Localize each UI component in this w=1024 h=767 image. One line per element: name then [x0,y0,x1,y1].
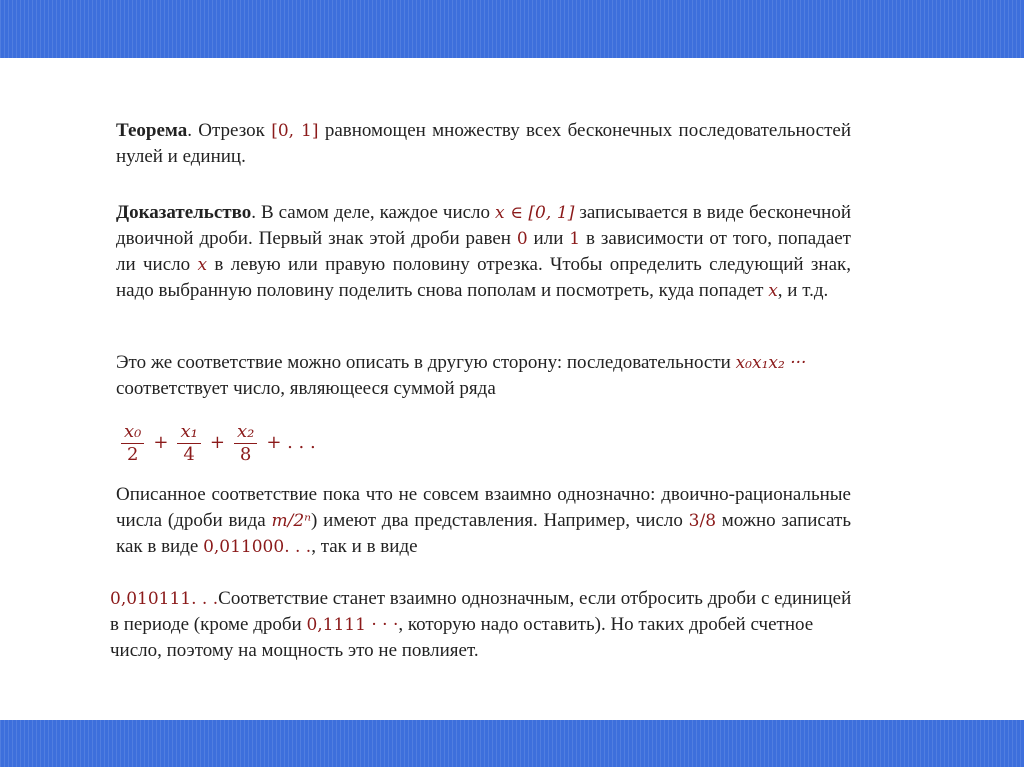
proof-paragraph [116,200,851,304]
theorem-text-1: . Отрезок [187,120,272,141]
math-m-over-2n: m/2ⁿ [271,511,312,531]
series-tail: + . . . [266,432,316,453]
series-formula [118,413,322,473]
described-text-4: , так и в виде [311,536,418,557]
math-zero: 0 [516,229,528,249]
proof-text-4: в зависимости от того, попадает ли число [116,228,851,275]
fraction-term-1: $\frac{\text{x₁}}{4}$ [177,421,200,466]
math-x-1: x [197,255,208,275]
proof-label: Доказательство [116,202,252,223]
final-paragraph [110,586,855,664]
math-sequence: x₀x₁x₂ ··· [735,353,807,373]
math-01111: 0,1111 · · · [306,615,399,635]
correspondence-text-1: Это же соответствие можно описать в другую сторону: последовательности [116,352,736,373]
theorem-text-2: равномощен множеству всех бесконечных последовательностей нулей и единиц. [116,120,851,167]
math-interval: [0, 1] [271,121,319,141]
final-text-1: Соответствие станет взаимно однозначным, если отбросить дроби с единицей в периоде (кроме дроби [110,588,852,635]
math-x-in-interval: x ∈ [0, 1] [495,203,575,223]
math-three-eighths: 3/8 [688,511,717,531]
theorem-paragraph [116,118,851,170]
proof-text-5: в левую или правую половину отрезка. Чтобы определить следующий знак, надо выбранную половину поделить снова пополам и посмотреть, куда попадет [116,254,851,301]
top-banner [0,0,1024,58]
plus-sign-2: + [209,432,225,453]
correspondence-paragraph [116,350,851,402]
described-text-1: Описанное соответствие пока что не совсем взаимно однозначно: двоично-рациональные числа (дроби вида [116,484,851,531]
math-0011000: 0,011000. . . [203,537,312,557]
proof-text-6: , и т.д. [777,280,829,301]
bottom-banner [0,720,1024,767]
math-one: 1 [569,229,581,249]
proof-text-1: . В самом деле, каждое число [251,202,496,223]
final-text-2: , которую надо оставить). Но таких дробей счетное число, поэтому на мощность это не повлияет. [110,614,814,661]
fraction-term-2: $\frac{\text{x₂}}{8}$ [234,421,257,466]
proof-text-2: записывается в виде бесконечной двоичной дроби. Первый знак этой дроби равен [116,202,851,249]
math-0010111: 0,010111. . . [110,589,219,609]
proof-text-3: или [527,228,570,249]
described-paragraph [116,482,851,560]
described-text-2: ) имеют два представления. Например, число [311,510,689,531]
described-text-3: можно записать как в виде [116,510,852,557]
theorem-label: Теорема [116,120,188,141]
math-x-2: x [768,281,778,301]
correspondence-text-2: соответствует число, являющееся суммой ряда [116,378,496,399]
plus-sign-1: + [153,432,169,453]
fraction-term-0: $\frac{\text{x₀}}{2}$ [121,421,144,466]
